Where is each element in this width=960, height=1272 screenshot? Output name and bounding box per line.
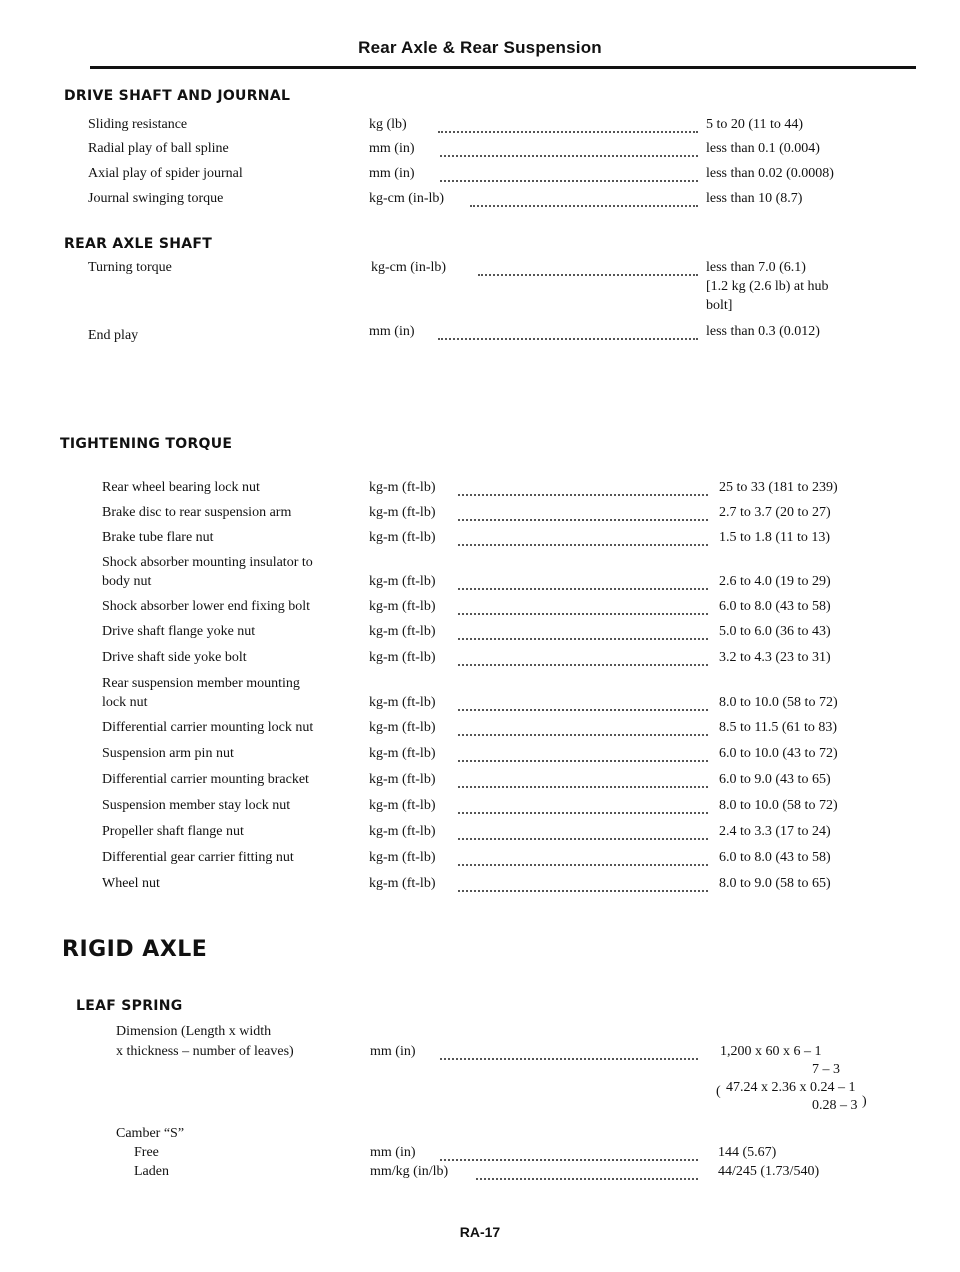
row-label: Laden bbox=[134, 1164, 169, 1179]
row-value: 44/245 (1.73/540) bbox=[718, 1164, 820, 1179]
paren-close: ) bbox=[862, 1094, 867, 1109]
row-value: 144 (5.67) bbox=[718, 1145, 777, 1160]
row-value: less than 0.02 (0.0008) bbox=[706, 166, 834, 181]
leader-dots bbox=[458, 505, 708, 521]
dimension-imperial-sub: 0.28 – 3 bbox=[812, 1098, 858, 1113]
row-value: 5.0 to 6.0 (36 to 43) bbox=[719, 624, 831, 639]
row-label: Turning torque bbox=[88, 260, 172, 275]
leader-dots bbox=[476, 1164, 698, 1180]
section-title-rear-axle-shaft: REAR AXLE SHAFT bbox=[64, 236, 213, 252]
row-value: less than 0.1 (0.004) bbox=[706, 141, 820, 156]
page-header-title: Rear Axle & Rear Suspension bbox=[358, 38, 602, 57]
row-label: Propeller shaft flange nut bbox=[102, 824, 244, 839]
row-label: Free bbox=[134, 1145, 159, 1160]
dimension-metric-sub: 7 – 3 bbox=[812, 1062, 840, 1077]
row-unit: kg-m (ft-lb) bbox=[369, 746, 436, 761]
row-label-line: Rear suspension member mounting bbox=[102, 676, 300, 691]
row-unit: kg-cm (in-lb) bbox=[371, 260, 447, 275]
section-title-rigid-axle: RIGID AXLE bbox=[62, 937, 208, 962]
dimension-metric: 1,200 x 60 x 6 – 1 bbox=[720, 1044, 822, 1059]
row-unit: kg-m (ft-lb) bbox=[369, 798, 436, 813]
section-title-drive-shaft: DRIVE SHAFT AND JOURNAL bbox=[64, 88, 291, 104]
leader-dots bbox=[440, 141, 698, 157]
dimension-imperial: 47.24 x 2.36 x 0.24 – 1 bbox=[726, 1080, 856, 1095]
row-unit: mm (in) bbox=[369, 166, 415, 181]
row-value-line: [1.2 kg (2.6 lb) at hub bbox=[706, 279, 829, 294]
row-value: 2.6 to 4.0 (19 to 29) bbox=[719, 574, 831, 589]
leader-dots bbox=[478, 260, 698, 276]
row-value: 8.0 to 9.0 (58 to 65) bbox=[719, 876, 831, 891]
header-rule bbox=[90, 66, 916, 69]
row-value: 2.7 to 3.7 (20 to 27) bbox=[719, 505, 831, 520]
row-unit: kg-m (ft-lb) bbox=[369, 574, 436, 589]
leader-dots bbox=[440, 1044, 698, 1060]
row-unit: kg-m (ft-lb) bbox=[369, 599, 436, 614]
row-value: 8.0 to 10.0 (58 to 72) bbox=[719, 695, 838, 710]
leader-dots bbox=[440, 166, 698, 182]
leader-dots bbox=[458, 480, 708, 496]
leader-dots bbox=[458, 772, 708, 788]
leader-dots bbox=[458, 720, 708, 736]
leader-dots bbox=[458, 850, 708, 866]
subsection-title-leaf-spring: LEAF SPRING bbox=[76, 998, 183, 1014]
leader-dots bbox=[458, 624, 708, 640]
row-value: 3.2 to 4.3 (23 to 31) bbox=[719, 650, 831, 665]
row-label-line: lock nut bbox=[102, 695, 148, 710]
row-unit: kg-m (ft-lb) bbox=[369, 695, 436, 710]
row-unit: mm (in) bbox=[369, 141, 415, 156]
row-label: Rear wheel bearing lock nut bbox=[102, 480, 260, 495]
row-label: Sliding resistance bbox=[88, 117, 188, 132]
row-value: 1.5 to 1.8 (11 to 13) bbox=[719, 530, 831, 545]
row-value: 8.5 to 11.5 (61 to 83) bbox=[719, 720, 838, 735]
row-label: Suspension arm pin nut bbox=[102, 746, 234, 761]
row-value-line: bolt] bbox=[706, 298, 733, 313]
row-label: Brake disc to rear suspension arm bbox=[102, 505, 292, 520]
row-value: 25 to 33 (181 to 239) bbox=[719, 480, 838, 495]
row-label: Differential gear carrier fitting nut bbox=[102, 850, 294, 865]
row-unit: kg-m (ft-lb) bbox=[369, 720, 436, 735]
row-label: Drive shaft side yoke bolt bbox=[102, 650, 247, 665]
row-value: 6.0 to 9.0 (43 to 65) bbox=[719, 772, 831, 787]
row-label-line: Shock absorber mounting insulator to bbox=[102, 555, 313, 570]
row-unit: mm (in) bbox=[370, 1145, 416, 1160]
row-unit: kg-m (ft-lb) bbox=[369, 772, 436, 787]
row-label: Radial play of ball spline bbox=[88, 141, 229, 156]
leader-dots bbox=[458, 824, 708, 840]
row-unit: kg-m (ft-lb) bbox=[369, 824, 436, 839]
leader-dots bbox=[438, 117, 698, 133]
row-label-line: Dimension (Length x width bbox=[116, 1024, 272, 1039]
leader-dots bbox=[470, 191, 698, 207]
row-unit: kg-cm (in-lb) bbox=[369, 191, 445, 206]
row-value: 5 to 20 (11 to 44) bbox=[706, 117, 804, 132]
row-value: less than 10 (8.7) bbox=[706, 191, 803, 206]
page-number: RA-17 bbox=[459, 1224, 501, 1240]
row-unit: kg-m (ft-lb) bbox=[369, 505, 436, 520]
row-unit: kg-m (ft-lb) bbox=[369, 650, 436, 665]
row-label: Differential carrier mounting lock nut bbox=[102, 720, 314, 735]
row-label: Drive shaft flange yoke nut bbox=[102, 624, 256, 639]
row-label: Wheel nut bbox=[102, 876, 160, 891]
leader-dots bbox=[458, 650, 708, 666]
leader-dots bbox=[458, 530, 708, 546]
row-value-line: less than 7.0 (6.1) bbox=[706, 260, 806, 275]
row-unit: kg (lb) bbox=[369, 117, 407, 132]
section-title-tightening-torque: TIGHTENING TORQUE bbox=[60, 436, 233, 452]
row-value: 8.0 to 10.0 (58 to 72) bbox=[719, 798, 838, 813]
row-label: End play bbox=[88, 328, 139, 343]
row-unit: kg-m (ft-lb) bbox=[369, 480, 436, 495]
row-label: Differential carrier mounting bracket bbox=[102, 772, 309, 787]
leader-dots bbox=[458, 798, 708, 814]
paren-open: ( bbox=[716, 1084, 721, 1099]
row-unit: mm (in) bbox=[370, 1044, 416, 1059]
row-value: 6.0 to 10.0 (43 to 72) bbox=[719, 746, 838, 761]
row-value: 6.0 to 8.0 (43 to 58) bbox=[719, 599, 831, 614]
row-value: less than 0.3 (0.012) bbox=[706, 324, 820, 339]
leader-dots bbox=[438, 324, 698, 340]
row-label: Axial play of spider journal bbox=[88, 166, 243, 181]
leader-dots bbox=[440, 1145, 698, 1161]
row-label: Journal swinging torque bbox=[88, 191, 224, 206]
row-label-line: x thickness – number of leaves) bbox=[116, 1044, 294, 1059]
row-unit: mm (in) bbox=[369, 324, 415, 339]
row-unit: mm/kg (in/lb) bbox=[370, 1164, 449, 1179]
row-unit: kg-m (ft-lb) bbox=[369, 876, 436, 891]
row-label: Suspension member stay lock nut bbox=[102, 798, 291, 813]
leader-dots bbox=[458, 599, 708, 615]
row-value: 2.4 to 3.3 (17 to 24) bbox=[719, 824, 831, 839]
leader-dots bbox=[458, 695, 708, 711]
row-label: Brake tube flare nut bbox=[102, 530, 214, 545]
row-label-line: body nut bbox=[102, 574, 152, 589]
row-label: Shock absorber lower end fixing bolt bbox=[102, 599, 311, 614]
row-unit: kg-m (ft-lb) bbox=[369, 530, 436, 545]
row-unit: kg-m (ft-lb) bbox=[369, 624, 436, 639]
camber-label: Camber “S” bbox=[116, 1126, 185, 1141]
row-value: 6.0 to 8.0 (43 to 58) bbox=[719, 850, 831, 865]
leader-dots bbox=[458, 574, 708, 590]
leader-dots bbox=[458, 876, 708, 892]
row-unit: kg-m (ft-lb) bbox=[369, 850, 436, 865]
leader-dots bbox=[458, 746, 708, 762]
